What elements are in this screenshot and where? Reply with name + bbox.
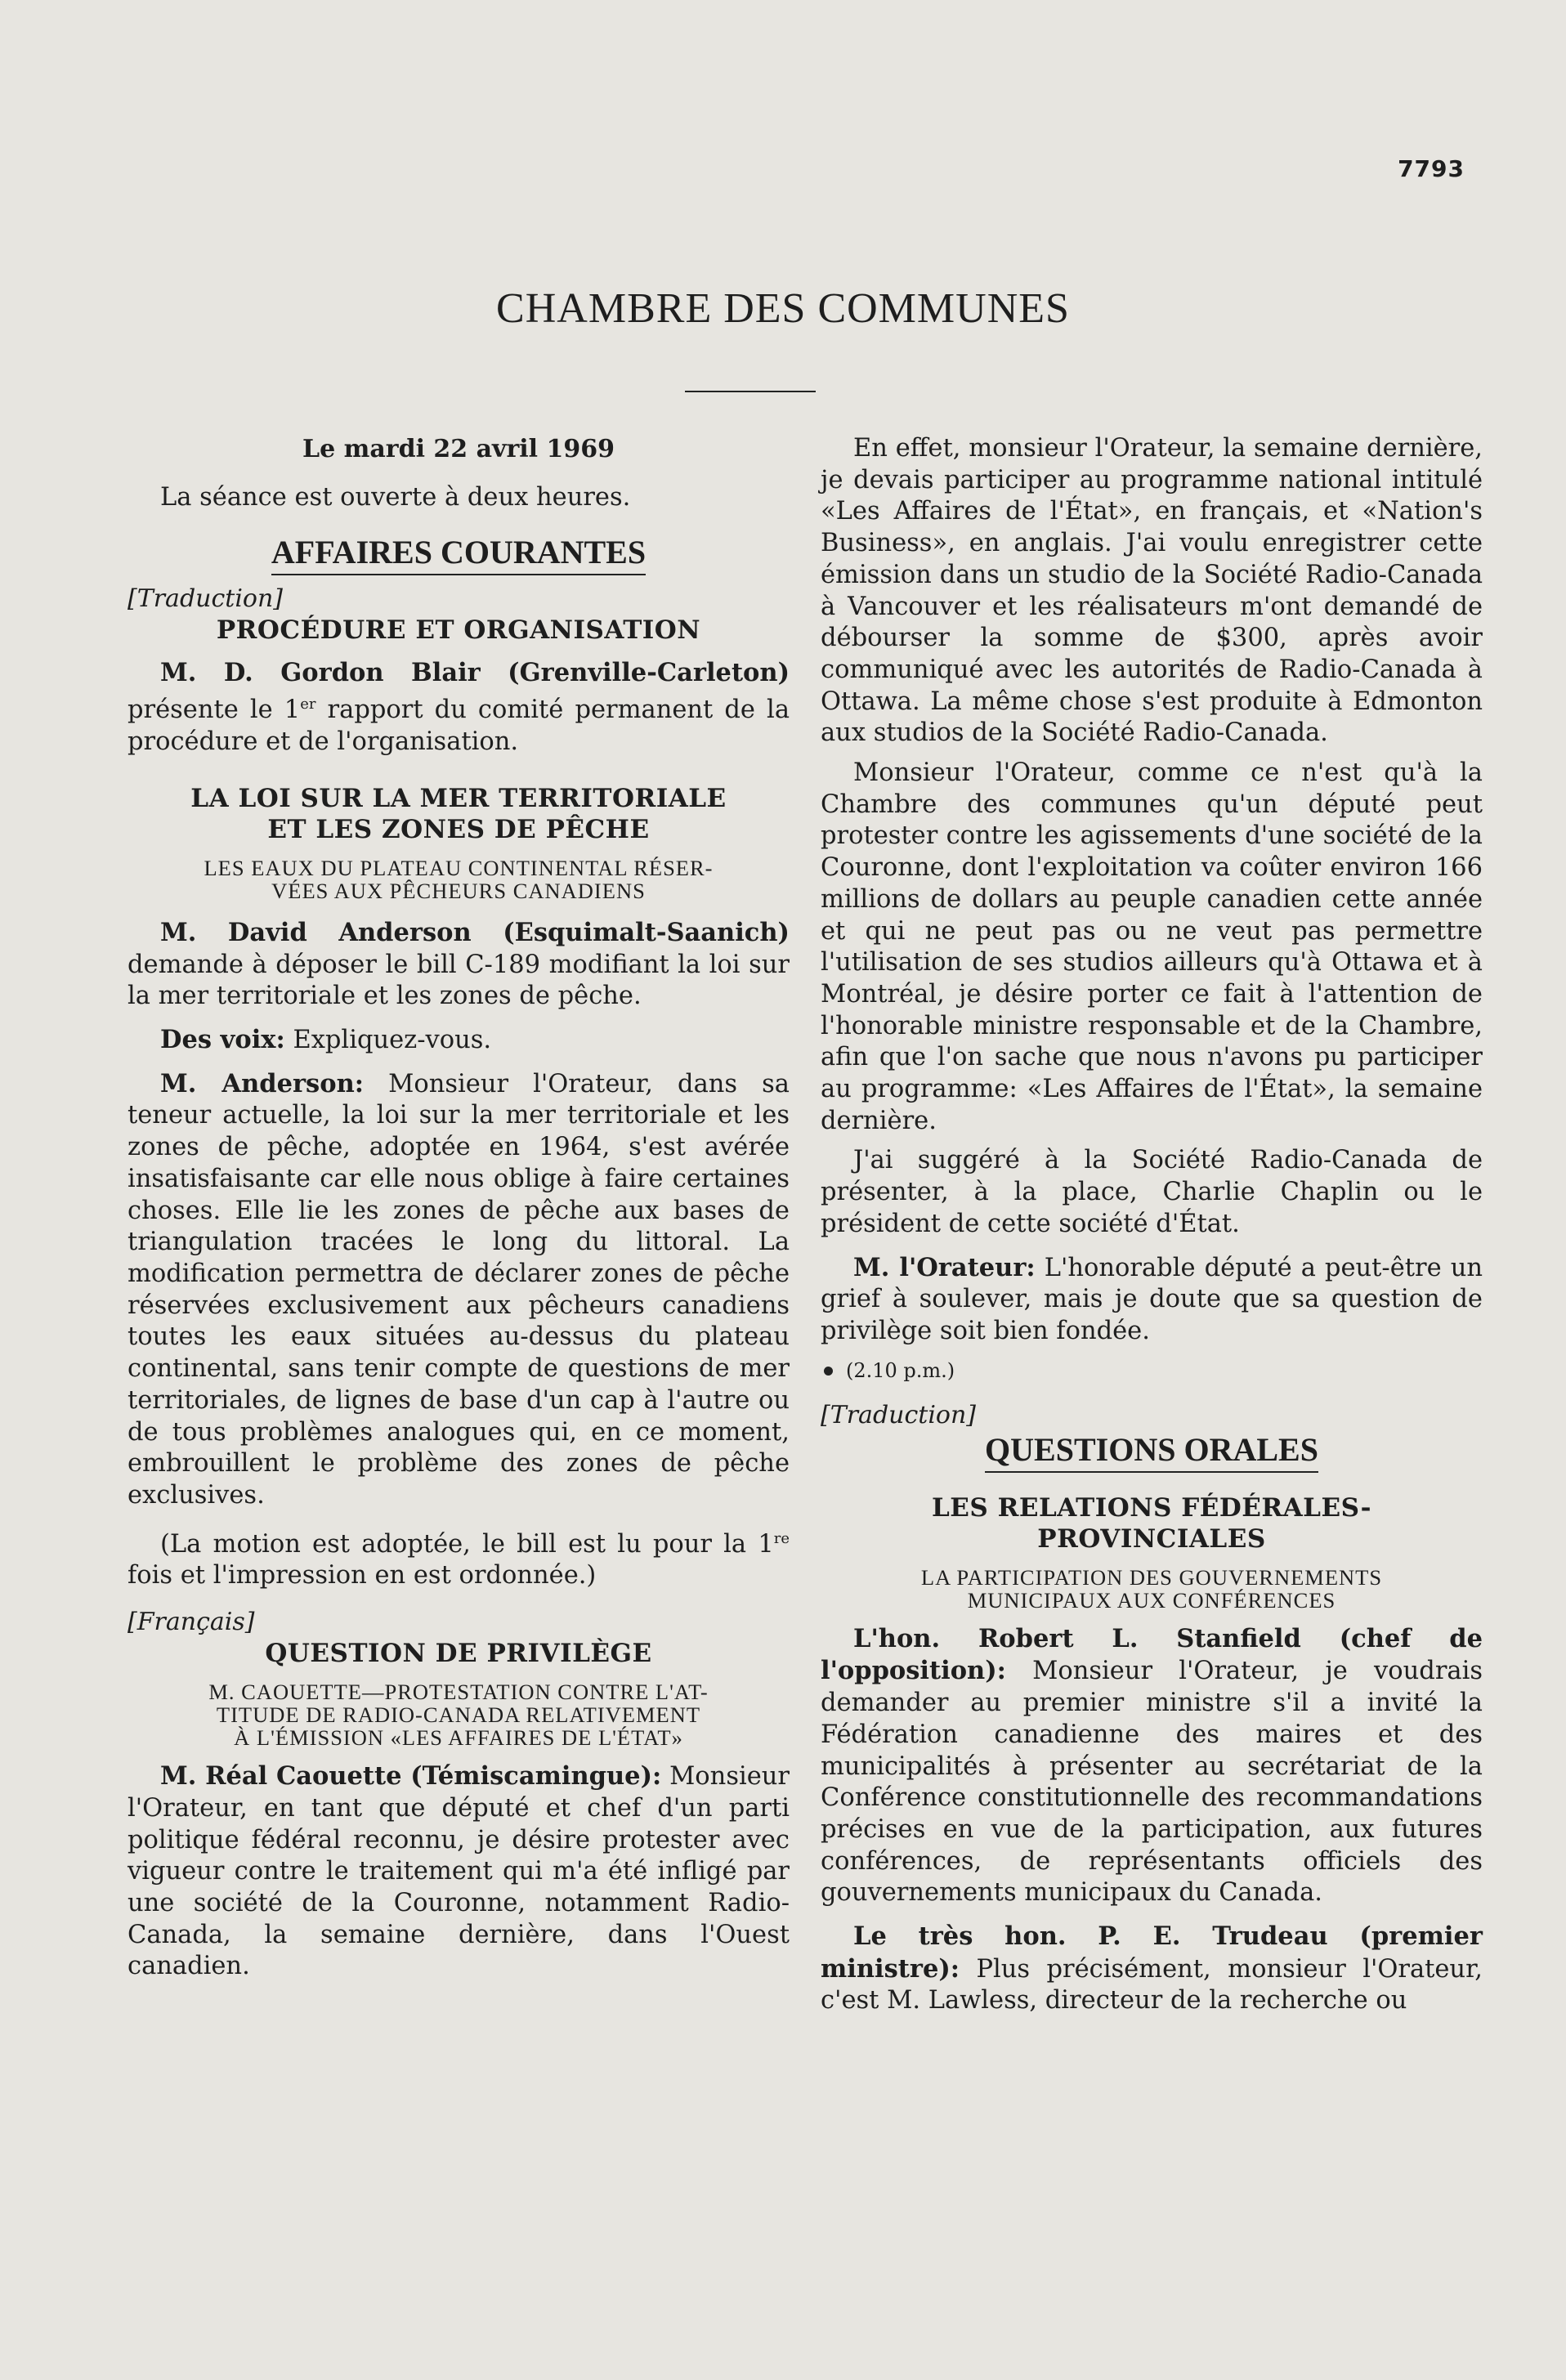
right-column xyxy=(821,433,1483,2017)
mer-territoriale-heading: LA LOI SUR LA MER TERRITORIALE ET LES ZONES DE PÊCHE xyxy=(190,783,727,844)
eaux-plateau-subheading: LES EAUX DU PLATEAU CONTINENTAL RÉSER- VÉES AUX PÊCHEURS CANADIENS xyxy=(204,855,714,903)
orateur-paragraph: M. l'Orateur: L'honorable député a peut-être un grief à soulever, mais je doute que sa question de privilège soit bien fondée. xyxy=(821,1252,1483,1345)
caouette-continued-paragraph-2: Monsieur l'Orateur, comme ce n'est qu'à la Chambre des communes qu'un député peut protester contre les agissements d'une société de la Couronne, dont l'exploitation va coûter environ 166 millions de dollars au peuple canadien cette année et qui ne peut pas ou ne veut pas permettre l'utilisation de ses studios ailleurs qu'à Ottawa et à Montréal, je désire porter ce fait à l'attention de l'honorable ministre responsable et de la Chambre, afin que l'on sache que nous n'avons pu participer au programme: «Les Affaires de l'État», la semaine dernière. xyxy=(821,758,1483,1135)
sitting-date: Le mardi 22 avril 1969 xyxy=(302,435,615,463)
opening-line: La séance est ouverte à deux heures. xyxy=(160,483,631,512)
participation-subheading: LA PARTICIPATION DES GOUVERNEMENTS MUNICIPAUX AUX CONFÉRENCES xyxy=(920,1564,1383,1613)
speaker-name: Le très hon. P. E. Trudeau (premier ministre): xyxy=(821,1921,1483,1984)
francais-label: [Français] xyxy=(128,1608,255,1637)
trudeau-paragraph: Le très hon. P. E. Trudeau (premier ministre): Plus précisément, monsieur l'Orateur, c'est M. Lawless, directeur de la recherche ou xyxy=(821,1921,1483,2015)
motion-paragraph: (La motion est adoptée, le bill est lu pour la 1re fois et l'impression en est ordonnée.) xyxy=(128,1529,790,1590)
bullet-dot-icon xyxy=(824,1367,833,1376)
question-privilege-heading: QUESTION DE PRIVILÈGE xyxy=(265,1639,652,1669)
anderson-bill-paragraph: M. David Anderson (Esquimalt-Saanich) demande à déposer le bill C-189 modifiant la loi sur la mer territoriale et les zones de pêche. xyxy=(128,917,790,1011)
anderson-explanation-paragraph: M. Anderson: Monsieur l'Orateur, dans sa teneur actuelle, la loi sur la mer territoriale et les zones de pêche, adoptée en 1964, s'est avérée insatisfaisante car elle nous oblige à faire certaines choses. Elle lie les zones de pêche aux bases de triangulation tracées le long du littoral. La modification permettra de déclarer zones de pêche réservées exclusivement aux pêcheurs canadiens toutes les eaux situées au-dessus du plateau continental, sans tenir compte de questions de mer territoriales, de lignes de base d'un cap à l'autre ou de tous problèmes analogues qui, en ce moment, embrouillent le problème des zones de pêche exclusives. xyxy=(128,1068,790,1510)
speaker-name: L'hon. Robert L. Stanfield (chef de l'opposition): xyxy=(821,1623,1483,1686)
speaker-name: M. Anderson: xyxy=(160,1068,365,1098)
caouette-subheading: M. CAOUETTE—PROTESTATION CONTRE L'AT- TITUDE DE RADIO-CANADA RELATIVEMENT À L'ÉMISSION «LES AFFAIRES DE L'ÉTAT» xyxy=(208,1680,709,1751)
traduction-label: [Traduction] xyxy=(821,1400,977,1429)
stanfield-paragraph: L'hon. Robert L. Stanfield (chef de l'opposition): Monsieur l'Orateur, je voudrais demander au premier ministre s'il a invité la Fédération canadienne des maires et des municipalités à présenter au secrétariat de la Conférence constitutionnelle des recommandations précises en vue de la participation, aux futures conférences, de représentants officiels des gouvernements municipaux du Canada. xyxy=(821,1623,1483,1908)
timestamp: (2.10 p.m.) xyxy=(821,1356,1483,1385)
caouette-continued-paragraph-3: J'ai suggéré à la Société Radio-Canada de présenter, à la place, Charlie Chaplin ou le président de cette société d'État. xyxy=(821,1146,1483,1238)
speaker-name: Des voix: xyxy=(160,1025,285,1055)
left-column xyxy=(128,433,790,1983)
traduction-label: [Traduction] xyxy=(128,584,284,613)
blair-paragraph: M. D. Gordon Blair (Grenville-Carleton) présente le 1er rapport du comité permanent de la procédure et de l'organisation. xyxy=(128,657,790,757)
voix-paragraph: Des voix: Expliquez-vous. xyxy=(160,1025,492,1055)
speaker-name: M. l'Orateur: xyxy=(853,1252,1036,1282)
questions-orales-heading: QUESTIONS ORALES xyxy=(821,1431,1483,1473)
procedure-heading: PROCÉDURE ET ORGANISATION xyxy=(216,615,701,645)
speaker-name: M. Réal Caouette (Témiscamingue): xyxy=(160,1761,662,1792)
affaires-courantes-heading: AFFAIRES COURANTES xyxy=(128,534,790,575)
speaker-name: M. David Anderson (Esquimalt-Saanich) xyxy=(160,917,790,947)
page-title: CHAMBRE DES COMMUNES xyxy=(496,285,1070,332)
relations-heading: LES RELATIONS FÉDÉRALES- PROVINCIALES xyxy=(931,1492,1372,1554)
caouette-paragraph: M. Réal Caouette (Témiscamingue): Monsieur l'Orateur, en tant que député et chef d'un parti politique fédéral reconnu, je désire protester avec vigueur contre le traitement qui m'a été infligé par une société de la Couronne, notamment Radio-Canada, la semaine dernière, dans l'Ouest canadien. xyxy=(128,1761,790,1981)
page-number: 7793 xyxy=(1398,155,1465,182)
caouette-continued-paragraph-1: En effet, monsieur l'Orateur, la semaine dernière, je devais participer au programme national intitulé «Les Affaires de l'État», en français, et «Nation's Business», en anglais. J'ai voulu enregistrer cette émission dans un studio de la Société Radio-Canada à Vancouver et les réalisateurs m'ont demandé de débourser la somme de $300, après avoir communiqué avec les autorités de Radio-Canada à Ottawa. La même chose s'est produite à Edmonton aux studios de la Société Radio-Canada. xyxy=(821,434,1483,748)
speaker-name: M. D. Gordon Blair (Grenville-Carleton) xyxy=(160,657,790,687)
title-rule xyxy=(685,391,816,392)
